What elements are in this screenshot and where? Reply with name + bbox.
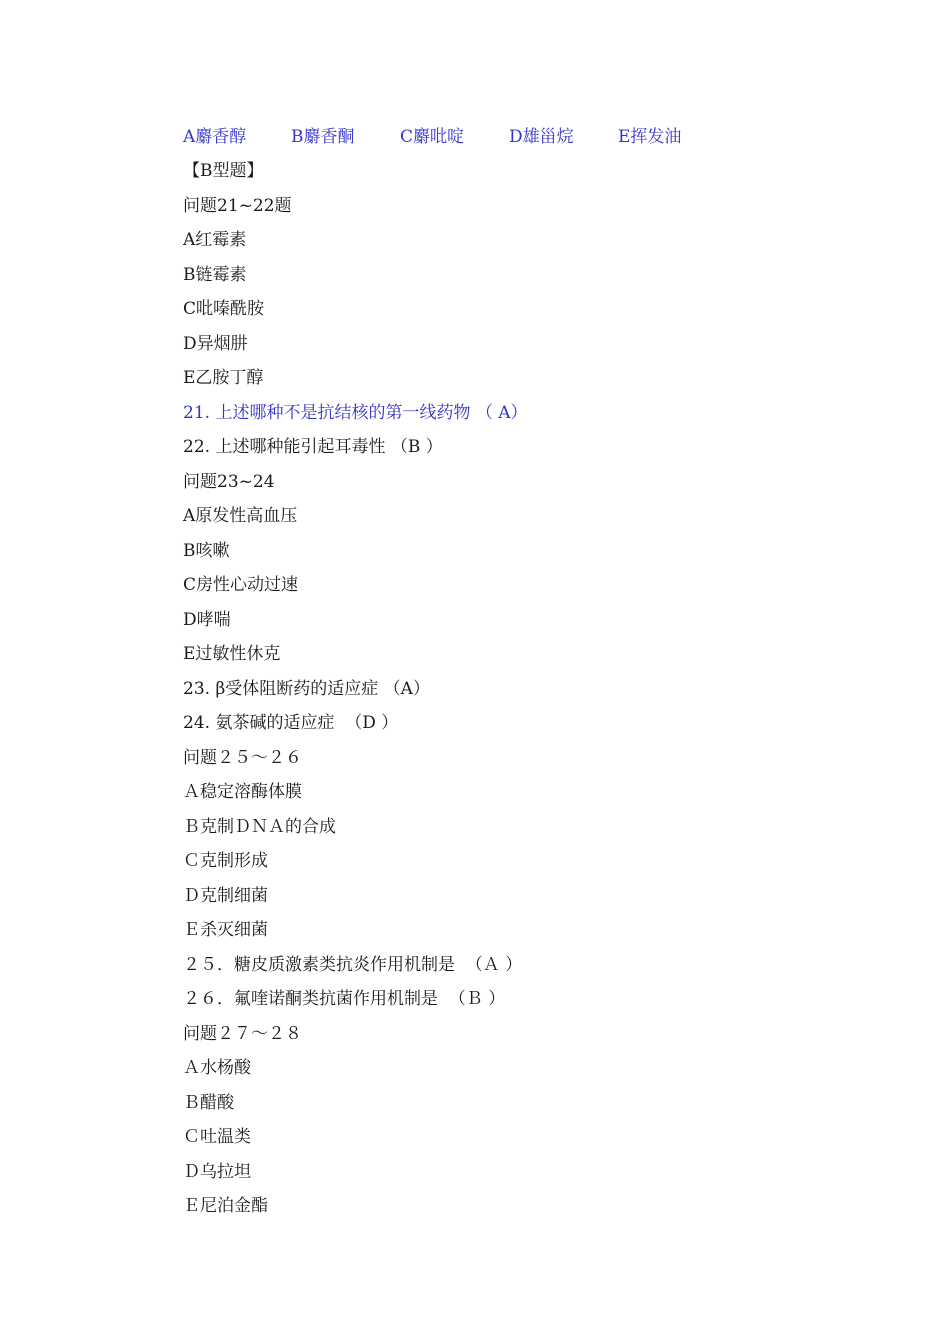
- option-b: B麝香酮: [291, 127, 355, 147]
- choice-item: D异烟肼: [183, 334, 248, 354]
- choice-item: A红霉素: [183, 230, 247, 250]
- question-item: 24. 氨茶碱的适应症 （D ）: [183, 713, 399, 733]
- choice-item: B链霉素: [183, 265, 247, 285]
- choice-item: C房性心动过速: [183, 575, 299, 595]
- choice-item: D哮喘: [183, 610, 231, 630]
- question-item: 21. 上述哪种不是抗结核的第一线药物 （ A）: [183, 403, 528, 423]
- option-a: A麝香醇: [183, 127, 247, 147]
- choice-item: Ｄ乌拉坦: [183, 1162, 251, 1182]
- question-group-title: 问题２５～２６: [183, 748, 302, 768]
- choice-item: Ａ稳定溶酶体膜: [183, 782, 302, 802]
- choice-item: Ｅ杀灭细菌: [183, 920, 268, 940]
- choice-item: Ａ水杨酸: [183, 1058, 251, 1078]
- question-item: ２５．糖皮质激素类抗炎作用机制是 （Ａ ）: [183, 955, 523, 975]
- choice-item: E乙胺丁醇: [183, 368, 264, 388]
- question-group-title: 问题２７～２８: [183, 1024, 302, 1044]
- question-item: 23. β受体阻断药的适应症 （A）: [183, 679, 430, 699]
- choice-item: Ｅ尼泊金酯: [183, 1196, 268, 1216]
- option-e: E挥发油: [618, 127, 682, 147]
- question-group-title: 问题21~22题: [183, 196, 292, 216]
- choice-item: C吡嗪酰胺: [183, 299, 265, 319]
- choice-item: Ｄ克制细菌: [183, 886, 268, 906]
- option-d: D雄甾烷: [509, 127, 574, 147]
- choice-item: B咳嗽: [183, 541, 230, 561]
- choice-item: E过敏性休克: [183, 644, 281, 664]
- choice-item: Ｂ醋酸: [183, 1093, 234, 1113]
- choice-item: A原发性高血压: [183, 506, 298, 526]
- choice-item: Ｃ克制形成: [183, 851, 268, 871]
- answer-options-row: [0, 124, 950, 150]
- option-c: C麝吡啶: [400, 127, 465, 147]
- question-item: ２６．氟喹诺酮类抗菌作用机制是 （Ｂ ）: [183, 989, 506, 1009]
- choice-item: Ｃ吐温类: [183, 1127, 251, 1147]
- question-group-title: 问题23~24: [183, 472, 275, 492]
- section-heading: 【B型题】: [183, 161, 264, 181]
- question-item: 22. 上述哪种能引起耳毒性 （B ）: [183, 437, 443, 457]
- choice-item: Ｂ克制ＤＮＡ的合成: [183, 817, 336, 837]
